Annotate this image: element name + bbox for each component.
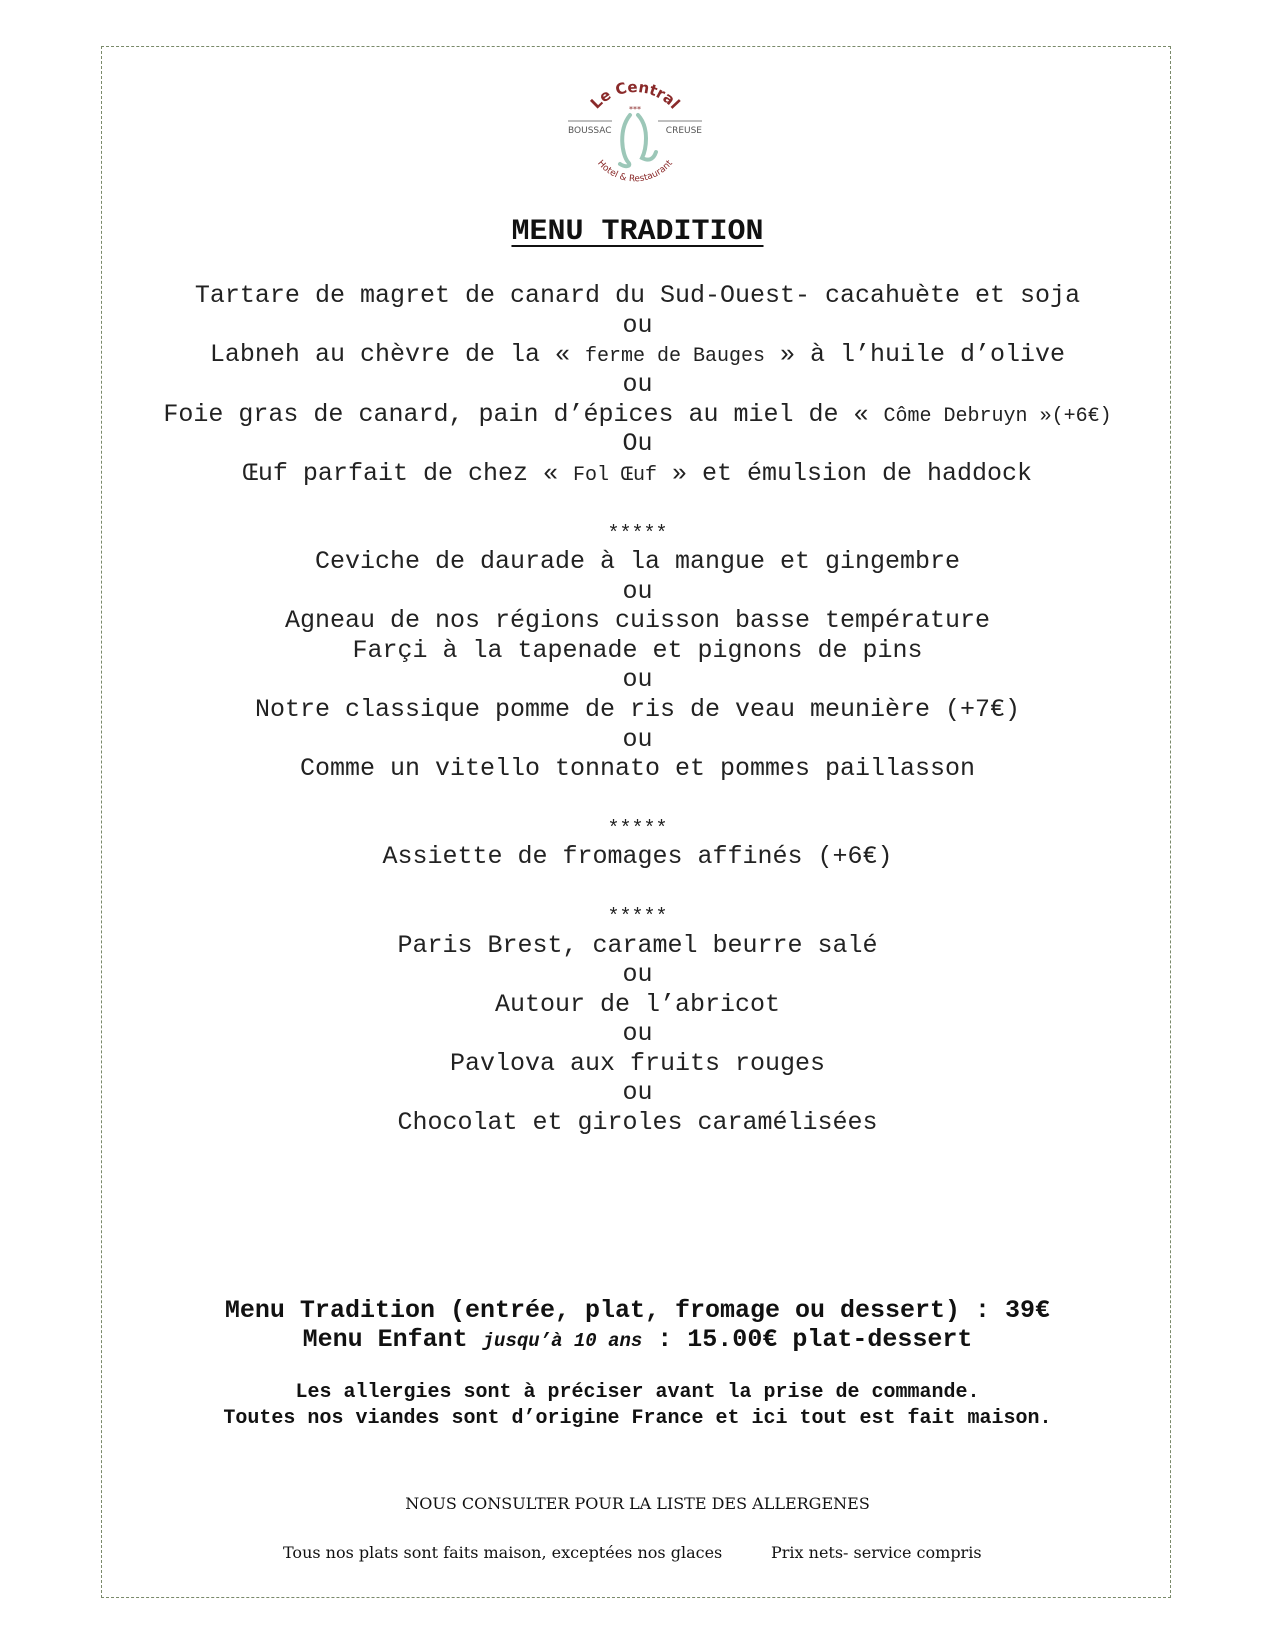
price-tradition: Menu Tradition (entrée, plat, fromage ou dessert) : 39€: [224, 1296, 1051, 1325]
page-title: MENU TRADITION: [511, 215, 764, 249]
menu-item: Farçi à la tapenade et pignons de pins: [352, 636, 923, 665]
menu-or: ou: [622, 960, 653, 989]
menu-item: Ceviche de daurade à la mangue et gingembre: [314, 547, 961, 576]
menu-or: ou: [622, 311, 653, 340]
menu-item: Chocolat et giroles caramélisées: [397, 1108, 878, 1137]
menu-item: Notre classique pomme de ris de veau meunière (+7€): [254, 695, 1021, 724]
homemade-footer: Tous nos plats sont faits maison, exceptées nos glaces: [283, 1543, 723, 1562]
menu-or: ou: [622, 725, 653, 754]
menu-item: Labneh au chèvre de la « ferme de Bauges » à l’huile d’olive: [209, 340, 1066, 369]
menu-or: ou: [622, 1019, 653, 1048]
price-enfant: Menu Enfant jusqu’à 10 ans : 15.00€ plat-dessert: [302, 1325, 973, 1354]
menu-item: Paris Brest, caramel beurre salé: [397, 931, 878, 960]
logo-name: Le Central: [586, 77, 684, 113]
section-separator: *****: [607, 906, 668, 929]
menu-item: Œuf parfait de chez « Fol Œuf » et émulsion de haddock: [242, 459, 1033, 488]
menu-item: Tartare de magret de canard du Sud-Ouest- cacahuète et soja: [194, 281, 1081, 310]
menu-or: Ou: [622, 429, 653, 458]
menu-or: ou: [622, 577, 653, 606]
section-separator: *****: [607, 818, 668, 841]
logo-stars: ***: [629, 105, 641, 114]
price-footer: Prix nets- service compris: [771, 1543, 982, 1562]
menu-item: Foie gras de canard, pain d’épices au miel de « Côme Debruyn »(+6€): [163, 400, 1112, 429]
allergy-note: Les allergies sont à préciser avant la prise de commande.: [295, 1381, 980, 1404]
logo-left-text: BOUSSAC: [568, 126, 612, 136]
menu-or: ou: [622, 370, 653, 399]
menu-item: Agneau de nos régions cuisson basse température: [284, 606, 991, 635]
menu-item: Autour de l’abricot: [494, 990, 781, 1019]
logo-subtitle: Hotel & Restaurant: [595, 158, 675, 185]
restaurant-logo: [560, 70, 710, 200]
menu-or: ou: [622, 1078, 653, 1107]
menu-item: Comme un vitello tonnato et pommes paillasson: [299, 754, 976, 783]
menu-item: Pavlova aux fruits rouges: [449, 1049, 826, 1078]
menu-or: ou: [622, 665, 653, 694]
allergen-footer: NOUS CONSULTER POUR LA LISTE DES ALLERGENES: [405, 1494, 870, 1513]
origin-note: Toutes nos viandes sont d’origine France et ici tout est fait maison.: [223, 1407, 1052, 1430]
menu-item: Assiette de fromages affinés (+6€): [382, 842, 893, 871]
section-separator: *****: [607, 523, 668, 546]
logo-right-text: CREUSE: [665, 126, 702, 136]
